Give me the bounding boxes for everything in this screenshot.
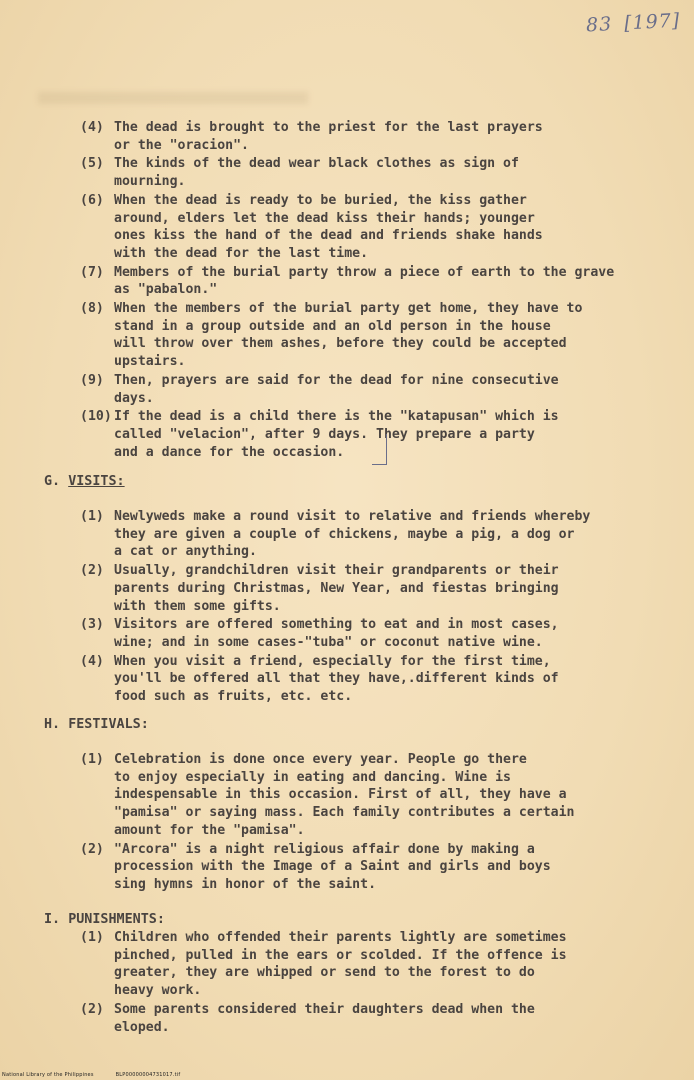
section-h-list bbox=[80, 751, 650, 895]
list-item: (4) The dead is brought to the priest for the last prayers or the "oracion". bbox=[80, 120, 543, 153]
page-number: 83 bbox=[585, 13, 613, 37]
scan-footer bbox=[2, 1072, 202, 1078]
list-item: (7) Members of the burial party throw a piece of earth to the grave as "pabalon." bbox=[80, 264, 615, 298]
list-item: (9) Then, prayers are said for the dead for nine consecutive days. bbox=[80, 372, 559, 406]
library-credit: National Library of the Philippines bbox=[2, 1072, 94, 1078]
list-item: (1) Newlyweds make a round visit to relative and friends whereby they are given a couple of chickens, maybe a pig, a dog or a cat or anything. bbox=[80, 509, 591, 560]
folio-mark bbox=[585, 10, 680, 37]
list-item: (8) When the members of the burial party get home, they have to stand in a group outside and an old person in the house will throw over them ashes, before they could be accepted upstairs. bbox=[80, 301, 583, 370]
bleed-through-smudge bbox=[38, 92, 308, 104]
list-item: (3) Visitors are offered something to eat and in most cases, wine; and in some cases-"tuba" or coconut native wine. bbox=[80, 617, 559, 650]
list-item: (1) Children who offended their parents lightly are sometimes pinched, pulled in the ears or scolded. If the offence is greater, they are whipped or send to the forest to do heavy work. bbox=[80, 930, 567, 999]
list-item: (1) Celebration is done once every year. People go there to enjoy especially in eating and dancing. Wine is indespensable in this occasion. First of all, they have a "pamisa" or saying mass. Each family contributes a certain amount for the "pamisa". bbox=[80, 752, 575, 838]
list-item: (2) "Arcora" is a night religious affair done by making a procession with the Image of a Saint and girls and boys sing hymns in honor of the saint. bbox=[80, 841, 551, 892]
section-i-heading: I. PUNISHMENTS: bbox=[44, 912, 165, 927]
pen-bracket-mark bbox=[372, 434, 387, 465]
list-item: (5) The kinds of the dead wear black clothes as sign of mourning. bbox=[80, 156, 519, 190]
file-name: BLP00000004731017.tif bbox=[115, 1072, 181, 1078]
section-i-list bbox=[80, 929, 650, 1037]
section-g-heading: G. VISITS: bbox=[44, 474, 125, 489]
section-g-list bbox=[80, 508, 650, 707]
list-item: (4) When you visit a friend, especially for the first time, you'll be offered all that they have,.different kinds of food such as fruits, etc. etc. bbox=[80, 653, 559, 705]
list-item: (2) Usually, grandchildren visit their grandparents or their parents during Christmas, New Year, and fiestas bringing with them some gifts. bbox=[80, 563, 559, 614]
bracket-number: [197] bbox=[623, 9, 681, 35]
list-item: (2) Some parents considered their daughters dead when the eloped. bbox=[80, 1001, 535, 1035]
section-f-list bbox=[80, 119, 650, 462]
list-item: (10) If the dead is a child there is the "katapusan" which is called "velacion", after 9 days. They prepare a party and a dance for the occasion. bbox=[80, 409, 559, 460]
section-h-heading: H. FESTIVALS: bbox=[44, 717, 149, 732]
list-item: (6) When the dead is ready to be buried, the kiss gather around, elders let the dead kiss their hands; younger ones kiss the hand of the dead and friends shake hands with the dead for the last time. bbox=[80, 192, 543, 261]
